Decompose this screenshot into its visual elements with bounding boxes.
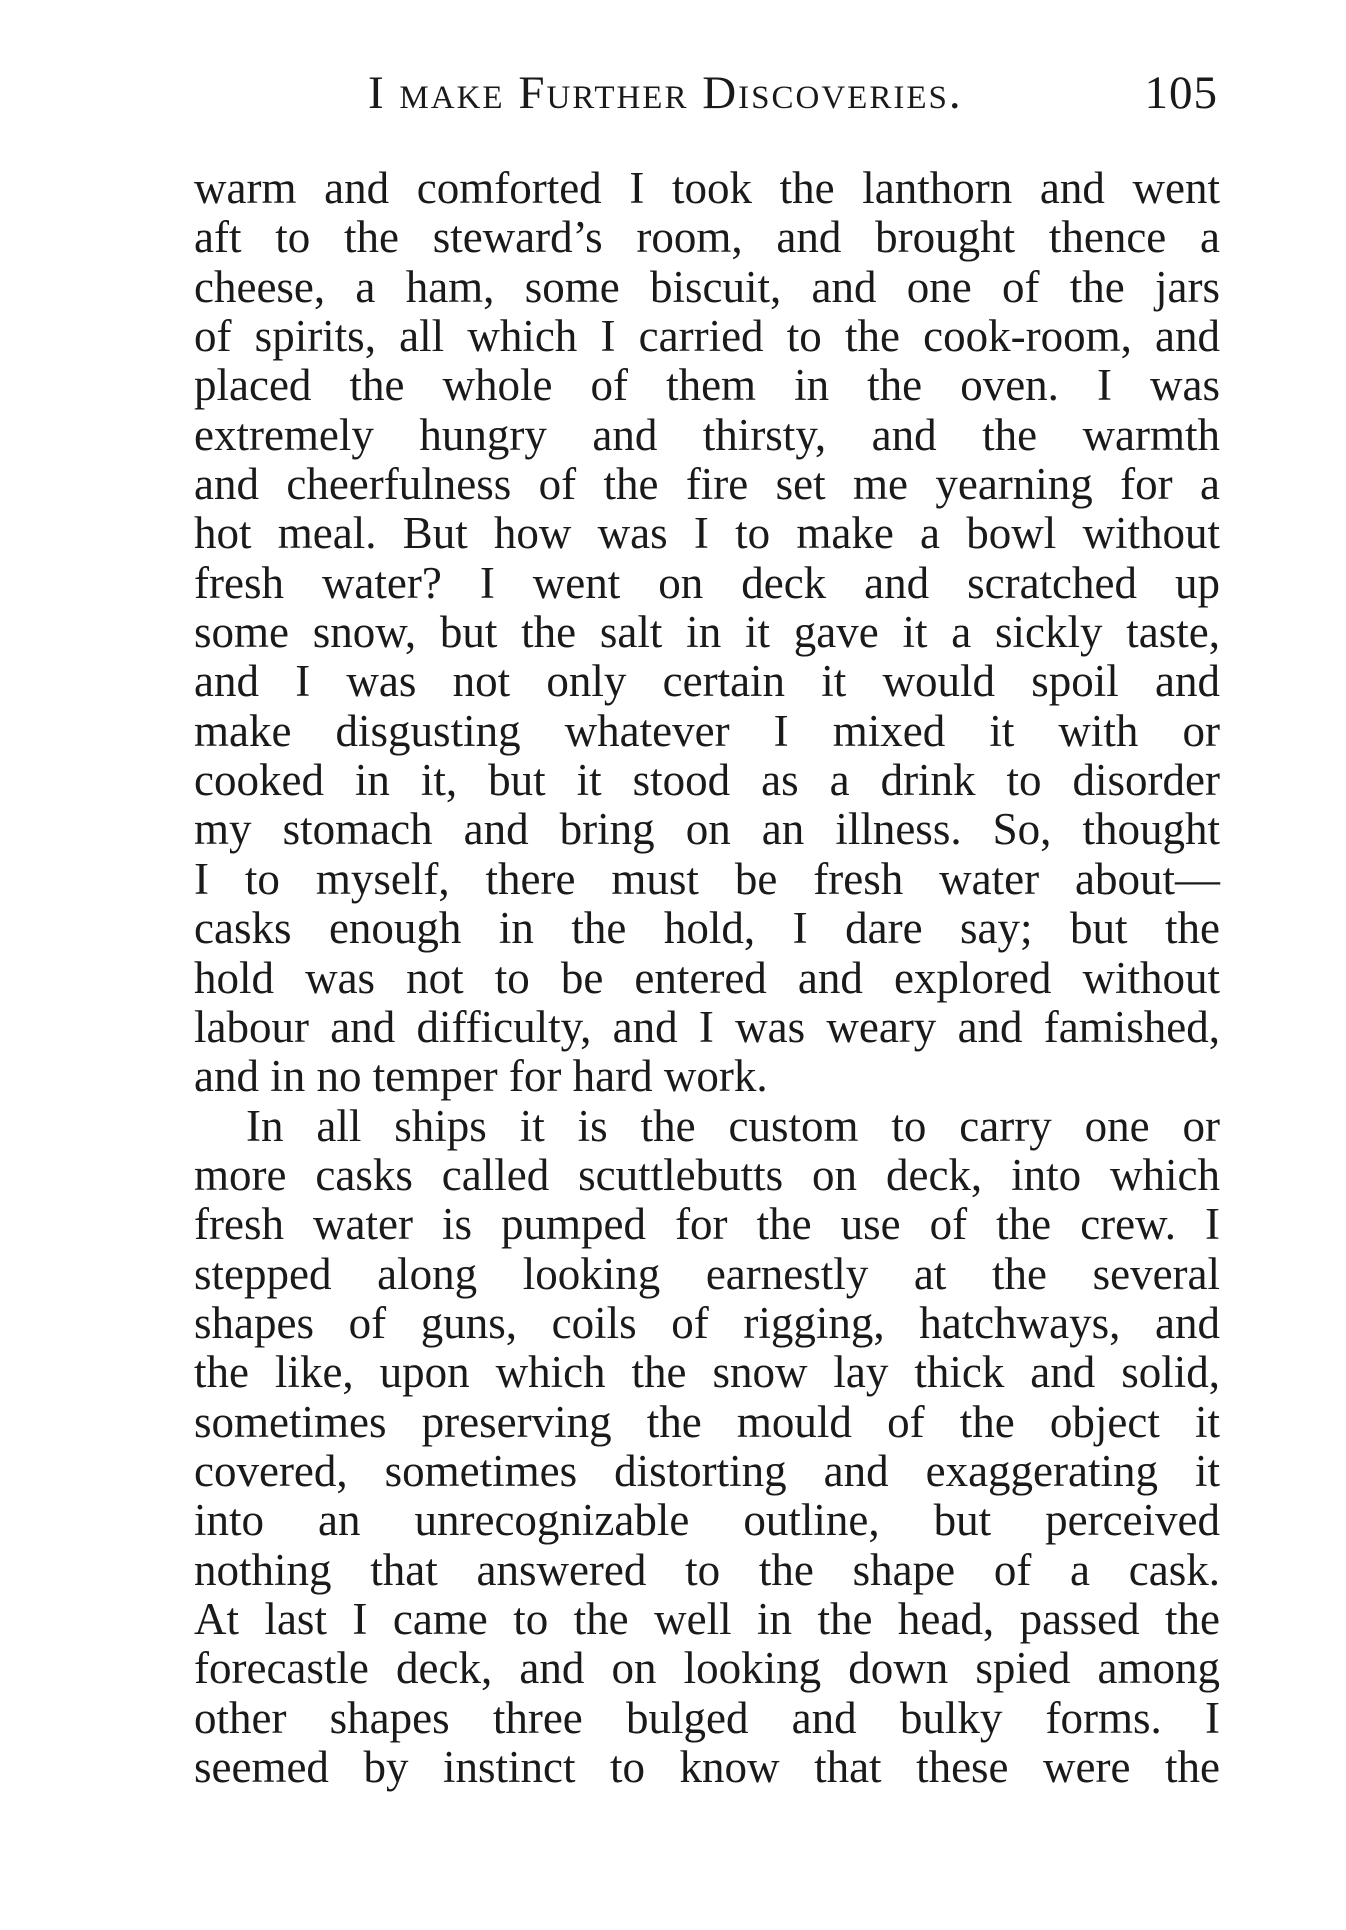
text-line: and cheerfulness of the fire set me yearning for a xyxy=(194,459,1220,510)
text-line: nothing that answered to the shape of a cask. xyxy=(194,1544,1220,1595)
text-line: At last I came to the well in the head, passed the xyxy=(194,1593,1220,1644)
text-line: aft to the steward’s room, and brought thence a xyxy=(194,212,1220,263)
text-line: the like, upon which the snow lay thick and solid, xyxy=(194,1347,1220,1398)
paragraph-2 xyxy=(194,1102,1220,1793)
text-line: into an unrecognizable outline, but perceived xyxy=(194,1495,1220,1546)
text-line: my stomach and bring on an illness. So, thought xyxy=(194,804,1220,855)
text-line: sometimes preserving the mould of the object it xyxy=(194,1396,1220,1447)
text-line: hot meal. But how was I to make a bowl without xyxy=(194,508,1220,559)
text-line: I to myself, there must be fresh water about— xyxy=(194,853,1220,904)
text-line: placed the whole of them in the oven. I was xyxy=(194,360,1220,411)
text-line: In all ships it is the custom to carry one or xyxy=(246,1100,1220,1151)
text-line: forecastle deck, and on looking down spied among xyxy=(194,1643,1220,1694)
text-line: covered, sometimes distorting and exaggerating it xyxy=(194,1445,1220,1496)
text-line: some snow, but the salt in it gave it a sickly taste, xyxy=(194,607,1220,658)
body-text xyxy=(194,164,1220,1792)
text-line: warm and comforted I took the lanthorn and went xyxy=(194,163,1220,213)
text-line: more casks called scuttlebutts on deck, into which xyxy=(194,1149,1220,1200)
running-title: I make Further Discoveries. xyxy=(368,67,963,119)
text-line: and I was not only certain it would spoil and xyxy=(194,656,1220,707)
text-line: seemed by instinct to know that these were the xyxy=(194,1742,1220,1792)
paragraph-1 xyxy=(194,164,1220,1102)
text-line: casks enough in the hold, I dare say; but the xyxy=(194,903,1220,954)
page-number: 105 xyxy=(1144,67,1218,119)
text-line: stepped along looking earnestly at the several xyxy=(194,1248,1220,1299)
text-line: shapes of guns, coils of rigging, hatchways, and xyxy=(194,1297,1220,1348)
text-line: fresh water? I went on deck and scratched up xyxy=(194,557,1220,608)
text-line: extremely hungry and thirsty, and the warmth xyxy=(194,409,1220,460)
text-line: cooked in it, but it stood as a drink to disorder xyxy=(194,755,1220,806)
text-line: hold was not to be entered and explored without xyxy=(194,952,1220,1003)
running-head xyxy=(196,66,1218,126)
text-line: make disgusting whatever I mixed it with or xyxy=(194,705,1220,756)
text-line: other shapes three bulged and bulky forms. I xyxy=(194,1692,1220,1743)
text-line: and in no temper for hard work. xyxy=(194,1051,768,1102)
text-line: labour and difficulty, and I was weary and famished, xyxy=(194,1001,1220,1052)
text-line: of spirits, all which I carried to the cook-room, and xyxy=(194,311,1220,362)
text-line: fresh water is pumped for the use of the crew. I xyxy=(194,1199,1220,1250)
text-line: cheese, a ham, some biscuit, and one of the jars xyxy=(194,261,1220,312)
